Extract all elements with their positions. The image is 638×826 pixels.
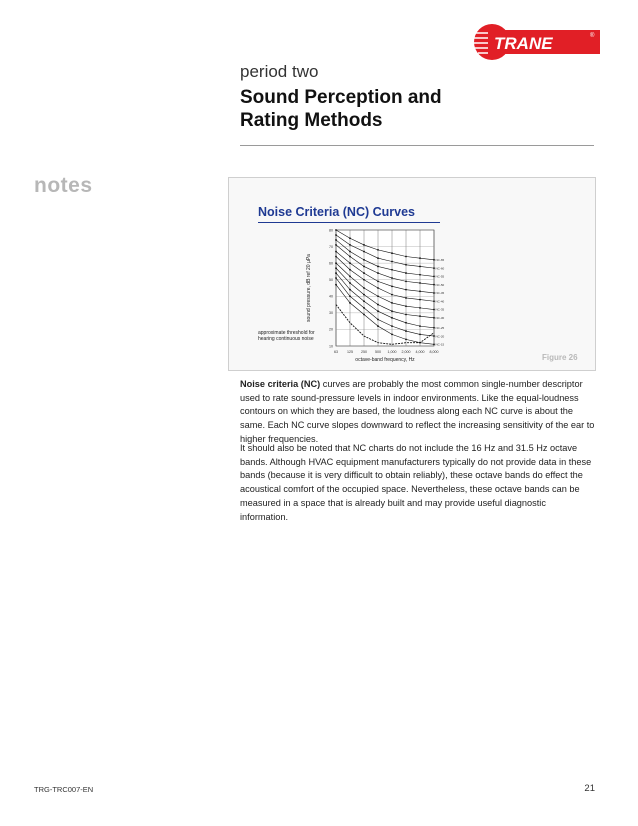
header-divider — [240, 145, 594, 146]
nc-point — [349, 276, 351, 278]
nc-point — [363, 244, 365, 246]
x-axis-label: octave-band frequency, Hz — [355, 357, 415, 363]
plot-frame — [336, 230, 434, 346]
nc-point — [405, 338, 407, 340]
nc-point — [391, 294, 393, 296]
nc-curve-label: NC-30 — [435, 316, 445, 321]
document-id: TRG-TRC007-EN — [34, 785, 94, 794]
nc-point — [349, 237, 351, 239]
x-tick-label: 125 — [347, 350, 353, 354]
nc-point — [363, 266, 365, 268]
nc-point — [335, 234, 337, 236]
y-tick-label: 40 — [329, 294, 333, 299]
nc-point — [377, 325, 379, 327]
nc-point — [363, 272, 365, 274]
nc-point — [349, 256, 351, 258]
x-tick-label: 2,000 — [401, 350, 411, 354]
nc-point — [391, 261, 393, 263]
nc-curve-label: NC-40 — [435, 299, 445, 304]
nc-point — [349, 282, 351, 284]
y-tick-label: 60 — [329, 261, 333, 266]
y-tick-label: 80 — [329, 228, 333, 233]
nc-point — [377, 304, 379, 306]
nc-point — [363, 287, 365, 289]
nc-point — [377, 257, 379, 259]
notes-label: notes — [34, 174, 93, 197]
nc-curve-label: NC-20 — [435, 334, 445, 339]
threshold-label: approximate threshold for hearing continuous noise — [258, 330, 315, 342]
nc-point — [405, 330, 407, 332]
nc-point — [335, 277, 337, 279]
nc-point — [405, 297, 407, 299]
nc-point — [405, 322, 407, 324]
nc-point — [377, 319, 379, 321]
nc-point — [363, 259, 365, 261]
nc-point — [363, 307, 365, 309]
x-tick-label: 63 — [334, 350, 338, 354]
nc-point — [377, 310, 379, 312]
nc-point — [335, 256, 337, 258]
nc-point — [377, 280, 379, 282]
nc-point — [349, 302, 351, 304]
nc-point — [335, 244, 337, 246]
paragraph-noise-criteria — [240, 378, 596, 447]
nc-point — [391, 302, 393, 304]
figure-title-underline — [258, 222, 440, 223]
y-tick-label: 20 — [329, 327, 333, 332]
nc-point — [405, 256, 407, 258]
nc-point — [377, 272, 379, 274]
nc-point — [349, 244, 351, 246]
page-title-line1: Sound Perception and — [240, 87, 442, 108]
y-tick-label: 10 — [329, 344, 333, 349]
y-tick-label: 70 — [329, 244, 333, 249]
nc-point — [391, 325, 393, 327]
nc-point — [391, 285, 393, 287]
x-tick-label: 250 — [361, 350, 367, 354]
nc-point — [349, 269, 351, 271]
nc-curve-label: NC-25 — [435, 325, 445, 330]
nc-point — [349, 251, 351, 253]
nc-point — [419, 282, 421, 284]
nc-point — [419, 257, 421, 259]
period-label: period two — [240, 62, 319, 81]
paragraph-octave-bands: It should also be noted that NC charts do not include the 16 Hz and 31.5 Hz octave bands. Although HVAC equipment manufacturers typically do not provide data in these bands (because it is very difficult to obtain reliably), these octave bands do effect the acoustical comfort of the occupied space. Nevertheless, these octave bands can be measured in a space that is already built and may provide useful diagnostic information. — [240, 443, 592, 522]
nc-point — [363, 294, 365, 296]
nc-curve-label: NC-65 — [435, 258, 445, 263]
nc-point — [363, 314, 365, 316]
nc-curve-label: NC-35 — [435, 307, 445, 312]
nc-point — [391, 317, 393, 319]
nc-curve-label: NC-50 — [435, 282, 445, 287]
nc-point — [419, 315, 421, 317]
nc-point — [419, 274, 421, 276]
nc-point — [405, 289, 407, 291]
nc-point — [335, 251, 337, 253]
x-tick-label: 1,000 — [387, 350, 397, 354]
nc-point — [363, 251, 365, 253]
nc-point — [335, 272, 337, 274]
nc-point — [405, 264, 407, 266]
nc-point — [335, 267, 337, 269]
page-title-line2: Rating Methods — [240, 110, 383, 131]
nc-point — [419, 307, 421, 309]
term-noise-criteria: Noise criteria (NC) — [240, 379, 321, 389]
nc-chart — [300, 224, 450, 364]
nc-point — [377, 287, 379, 289]
nc-point — [391, 269, 393, 271]
nc-curve-label: NC-45 — [435, 291, 445, 296]
nc-point — [363, 300, 365, 302]
nc-point — [391, 310, 393, 312]
nc-point — [391, 252, 393, 254]
nc-point — [391, 277, 393, 279]
page-number: 21 — [584, 783, 595, 794]
figure-title: Noise Criteria (NC) Curves — [258, 205, 415, 219]
nc-point — [419, 325, 421, 327]
nc-point — [335, 229, 337, 231]
x-tick-label: 4,000 — [415, 350, 425, 354]
x-tick-label: 500 — [375, 350, 381, 354]
page-title — [240, 86, 540, 132]
nc-point — [405, 280, 407, 282]
nc-point — [349, 262, 351, 264]
y-tick-label: 50 — [329, 278, 333, 283]
x-tick-label: 8,000 — [429, 350, 439, 354]
nc-point — [405, 272, 407, 274]
y-tick-label: 30 — [329, 311, 333, 316]
nc-point — [391, 334, 393, 336]
nc-point — [419, 266, 421, 268]
nc-point — [349, 295, 351, 297]
nc-point — [335, 262, 337, 264]
nc-point — [405, 314, 407, 316]
nc-point — [363, 279, 365, 281]
nc-point — [419, 299, 421, 301]
nc-point — [419, 334, 421, 336]
nc-curve-label: NC-55 — [435, 274, 445, 279]
logo-text: TRANE — [494, 34, 553, 53]
nc-point — [335, 239, 337, 241]
nc-point — [335, 284, 337, 286]
nc-point — [377, 295, 379, 297]
nc-point — [377, 266, 379, 268]
y-axis-label: sound pressure, dB ref 20 µPa — [306, 254, 312, 322]
nc-point — [377, 249, 379, 251]
figure-number: Figure 26 — [542, 353, 578, 362]
nc-curve-label: NC-60 — [435, 266, 445, 271]
nc-point — [419, 290, 421, 292]
nc-point — [349, 289, 351, 291]
trane-logo — [472, 22, 602, 62]
paragraph-noise-criteria-text: curves are probably the most common single-number descriptor used to rate sound-pressure levels in indoor environments. Like the equal-loudness contours on which they are based, the loudness along each NC curve is about the same. Each NC curve slopes downward to reflect the increasing sensitivity of the ear to higher frequencies. — [240, 379, 595, 444]
nc-point — [405, 305, 407, 307]
logo-mark: ® — [590, 33, 595, 39]
nc-curve-label: NC-15 — [435, 342, 445, 347]
